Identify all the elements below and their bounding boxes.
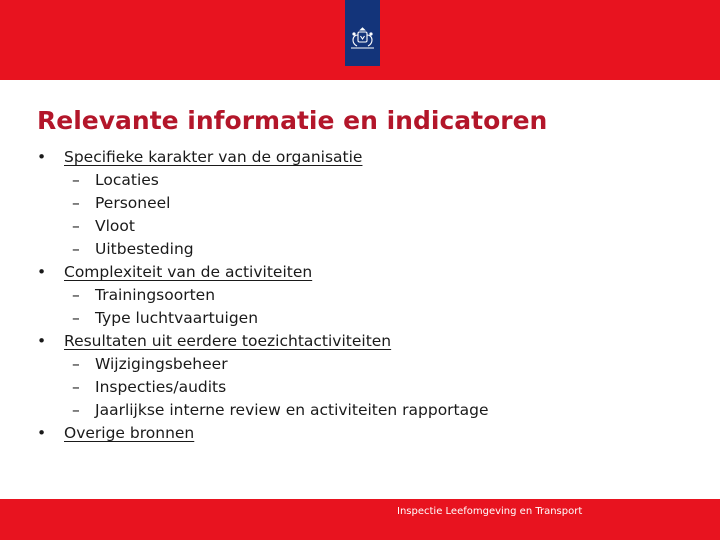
dash-marker: –: [72, 171, 80, 189]
sub-bullet-text: Inspecties/audits: [95, 378, 227, 396]
sub-bullet-text: Locaties: [95, 171, 159, 189]
slide-title: Relevante informatie en indicatoren: [37, 106, 548, 135]
bullet-marker: •: [37, 263, 47, 281]
sub-bullet-item: [37, 238, 697, 261]
sub-bullet-item: [37, 376, 697, 399]
dash-marker: –: [72, 401, 80, 419]
sub-bullet-item: [37, 307, 697, 330]
sub-bullet-text: Type luchtvaartuigen: [95, 309, 259, 327]
sub-bullet-item: [37, 169, 697, 192]
footer-text: Inspectie Leefomgeving en Transport: [397, 506, 583, 517]
bullet-list: [37, 146, 697, 445]
bullet-text[interactable]: Specifieke karakter van de organisatie: [64, 148, 363, 166]
coat-of-arms-icon: [345, 26, 380, 52]
sub-bullet-text: Wijzigingsbeheer: [95, 355, 228, 373]
bullet-item: [37, 146, 697, 169]
bullet-item: [37, 330, 697, 353]
dash-marker: –: [72, 286, 80, 304]
sub-bullet-item: [37, 284, 697, 307]
dash-marker: –: [72, 309, 80, 327]
dash-marker: –: [72, 378, 80, 396]
sub-bullet-text: Vloot: [95, 217, 135, 235]
bullet-marker: •: [37, 424, 47, 442]
dash-marker: –: [72, 194, 80, 212]
bullet-text[interactable]: Complexiteit van de activiteiten: [64, 263, 313, 281]
sub-bullet-item: [37, 399, 697, 422]
sub-bullet-text: Uitbesteding: [95, 240, 194, 258]
bullet-marker: •: [37, 148, 47, 166]
footer-bar: [0, 499, 720, 540]
bullet-text[interactable]: Overige bronnen: [64, 424, 195, 442]
header-bar: [0, 0, 720, 80]
bullet-marker: •: [37, 332, 47, 350]
dash-marker: –: [72, 240, 80, 258]
dash-marker: –: [72, 217, 80, 235]
bullet-item: [37, 422, 697, 445]
sub-bullet-item: [37, 353, 697, 376]
sub-bullet-item: [37, 215, 697, 238]
sub-bullet-text: Personeel: [95, 194, 171, 212]
sub-bullet-text: Trainingsoorten: [95, 286, 216, 304]
sub-bullet-item: [37, 192, 697, 215]
bullet-item: [37, 261, 697, 284]
bullet-text[interactable]: Resultaten uit eerdere toezichtactiviteiten: [64, 332, 392, 350]
sub-bullet-text: Jaarlijkse interne review en activiteiten rapportage: [95, 401, 489, 419]
logo: [345, 0, 380, 66]
dash-marker: –: [72, 355, 80, 373]
